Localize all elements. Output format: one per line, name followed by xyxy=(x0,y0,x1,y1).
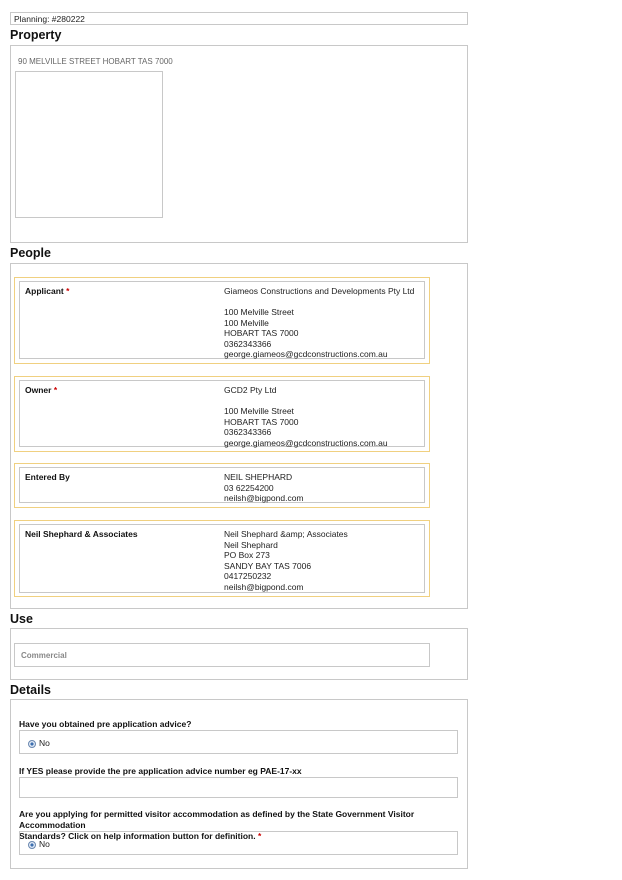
use-heading: Use xyxy=(10,612,33,626)
visitor-accommodation-radio-no[interactable]: No xyxy=(28,839,50,849)
planning-reference: Planning: #280222 xyxy=(14,14,85,24)
owner-label: Owner * xyxy=(25,385,58,395)
people-section xyxy=(10,263,468,609)
owner-card xyxy=(14,376,430,452)
property-address: 90 MELVILLE STREET HOBART TAS 7000 xyxy=(18,57,173,66)
agent-label: Neil Shephard & Associates xyxy=(25,529,138,539)
details-section xyxy=(10,699,468,869)
pre-application-radio-no[interactable]: No xyxy=(28,738,50,748)
pre-application-number-input[interactable] xyxy=(19,777,458,798)
agent-card xyxy=(14,520,430,597)
agent-details: Neil Shephard &amp; Associates Neil Shephard PO Box 273 SANDY BAY TAS 7006 0417250232 neilsh@bigpond.com xyxy=(224,529,348,592)
applicant-label: Applicant * xyxy=(25,286,70,296)
applicant-card xyxy=(14,277,430,364)
people-heading: People xyxy=(10,246,51,260)
pre-application-number-question: If YES please provide the pre application advice number eg PAE-17-xx xyxy=(19,766,302,776)
use-value: Commercial xyxy=(21,651,67,660)
radio-selected-icon xyxy=(28,740,36,748)
pre-application-question: Have you obtained pre application advice? xyxy=(19,719,192,729)
property-section xyxy=(10,45,468,243)
visitor-accommodation-answer xyxy=(19,831,458,855)
use-field[interactable] xyxy=(14,643,430,667)
owner-details: GCD2 Pty Ltd 100 Melville Street HOBART TAS 7000 0362343366 george.giameos@gcdconstructions.com.au xyxy=(224,385,388,448)
pre-application-answer xyxy=(19,730,458,754)
entered-by-details: NEIL SHEPHARD 03 62254200 neilsh@bigpond.com xyxy=(224,472,304,503)
entered-by-card xyxy=(14,463,430,508)
radio-selected-icon xyxy=(28,841,36,849)
property-map-placeholder xyxy=(15,71,163,218)
use-section xyxy=(10,628,468,680)
details-heading: Details xyxy=(10,683,51,697)
property-heading: Property xyxy=(10,28,62,42)
planning-header xyxy=(10,12,468,25)
visitor-accommodation-question: Are you applying for permitted visitor accommodation as defined by the State Government Visitor Accommodation Standards? Click on help information button for definition. * xyxy=(19,809,415,841)
applicant-details: Giameos Constructions and Developments Pty Ltd 100 Melville Street 100 Melville HOBART TAS 7000 0362343366 george.giameos@gcdconstructions.com.au xyxy=(224,286,415,359)
entered-by-label: Entered By xyxy=(25,472,70,482)
